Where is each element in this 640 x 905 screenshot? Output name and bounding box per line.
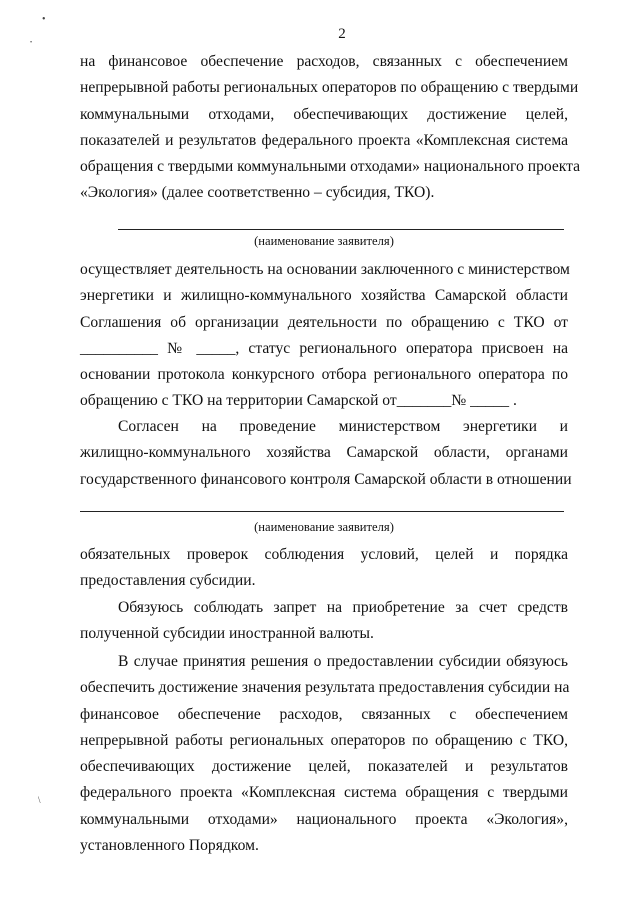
page-number: 2 xyxy=(338,26,346,42)
text-line: энергетики и жилищно-коммунального хозяйства Самарской области xyxy=(80,287,568,305)
text-line: Соглашения об организации деятельности по обращению с ТКО от xyxy=(80,313,568,331)
text-line: основании протокола конкурсного отбора регионального оператора по xyxy=(80,366,568,384)
text-line: осуществляет деятельность на основании заключенного с министерством xyxy=(80,261,570,278)
text-line: обращения с твердыми коммунальными отходами» национального проекта xyxy=(80,158,581,176)
applicant-name-caption: (наименование заявителя) xyxy=(254,234,394,248)
paragraph-financing xyxy=(80,49,581,207)
text-line: государственного финансового контроля Самарской области в отношении xyxy=(80,470,572,488)
text-line: предоставления субсидии. xyxy=(80,572,256,590)
text-line: полученной субсидии иностранной валюты. xyxy=(80,625,374,643)
scan-dot: • xyxy=(42,14,46,25)
paragraph-inspections xyxy=(80,542,568,595)
scan-dot: • xyxy=(30,40,33,46)
text-line: на финансовое обеспечение расходов, связанных с обеспечением xyxy=(80,53,568,70)
text-line: установленного Порядком. xyxy=(80,837,259,855)
text-line: непрерывной работы региональных операторов по обращению с твердыми xyxy=(80,79,579,97)
text-line: __________ № _____, статус регионального оператора присвоен на xyxy=(80,339,568,357)
text-line: Обязуюсь соблюдать запрет на приобретение за счет средств xyxy=(118,599,568,616)
text-line: «Экология» (далее соответственно – субсидия, ТКО). xyxy=(80,184,435,202)
paragraph-activity xyxy=(80,257,568,415)
text-line: коммунальными отходами» национального проекта «Экология», xyxy=(80,810,568,828)
text-line: федерального проекта «Комплексная система обращения с твердыми xyxy=(80,784,568,802)
text-line: В случае принятия решения о предоставлении субсидии обязуюсь xyxy=(118,653,568,670)
text-line: обращению с ТКО на территории Самарской от_______№ _____ . xyxy=(80,392,517,410)
text-line: обеспечить достижение значения результата предоставления субсидии на xyxy=(80,679,570,697)
text-line: обеспечивающих достижение целей, показателей и результатов xyxy=(80,758,568,776)
text-line: показателей и результатов федерального проекта «Комплексная система xyxy=(80,131,568,149)
paragraph-currency xyxy=(80,595,568,648)
text-line: коммунальными отходами, обеспечивающих достижение целей, xyxy=(80,105,568,123)
text-line: непрерывной работы региональных операторов по обращению с ТКО, xyxy=(80,731,568,749)
paragraph-consent xyxy=(80,414,572,493)
applicant-name-line xyxy=(80,511,564,512)
text-line: жилищно-коммунального хозяйства Самарской области, органами xyxy=(80,444,568,462)
text-line: обязательных проверок соблюдения условий, целей и порядка xyxy=(80,546,568,563)
text-line: финансовое обеспечение расходов, связанных с обеспечением xyxy=(80,705,568,723)
scan-mark: \ xyxy=(38,795,41,805)
applicant-name-line xyxy=(118,229,564,230)
text-line: Согласен на проведение министерством энергетики и xyxy=(118,418,568,435)
applicant-name-caption: (наименование заявителя) xyxy=(254,520,394,534)
paragraph-obligation xyxy=(80,649,568,859)
